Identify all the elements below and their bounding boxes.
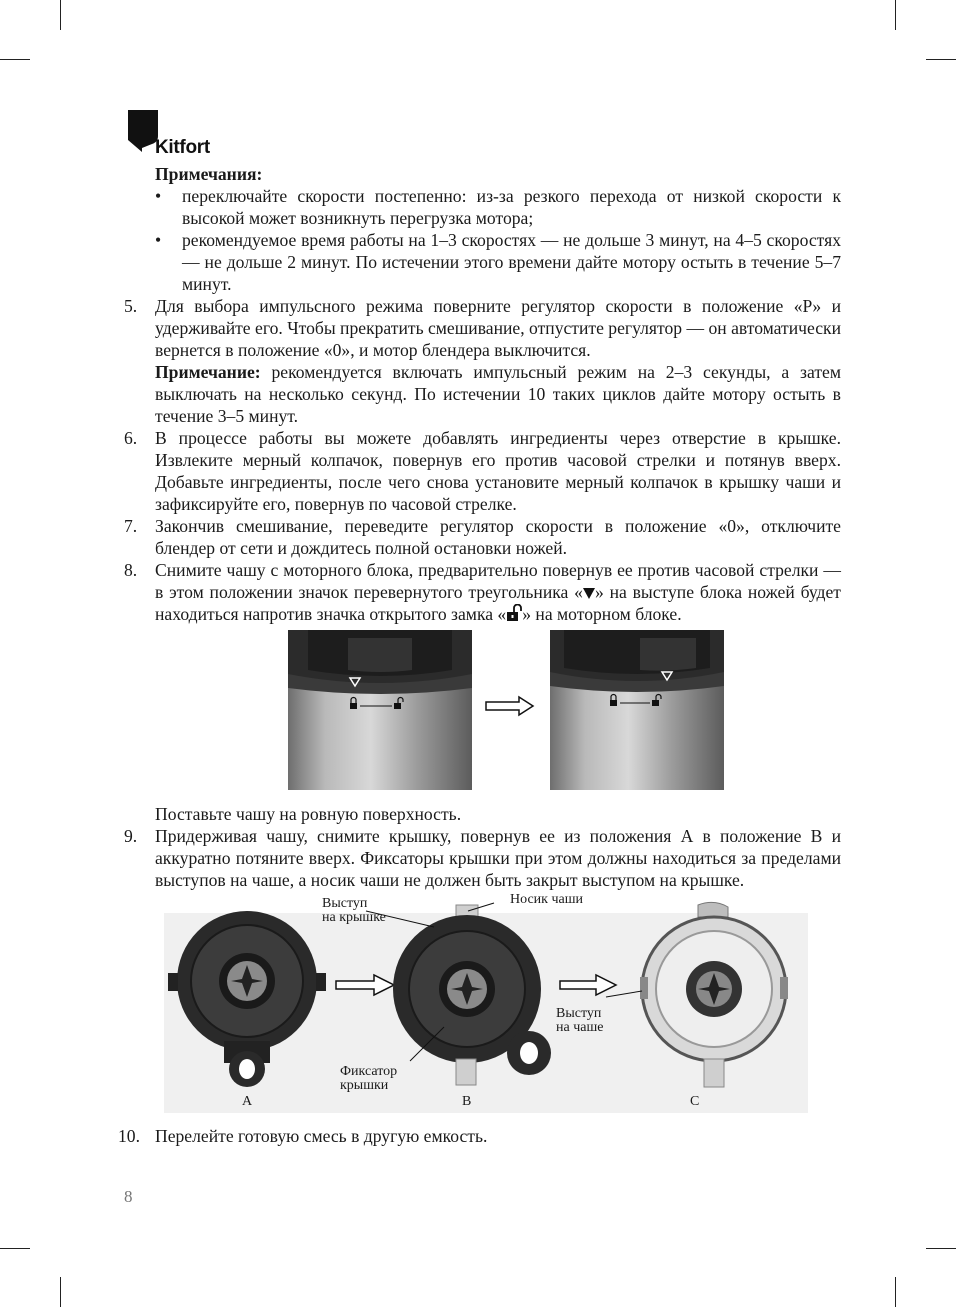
bullet-mark: •: [155, 230, 162, 250]
page-content: [118, 163, 841, 1147]
step-text: [155, 560, 841, 624]
crop-mark: [0, 59, 30, 60]
note-text: рекомендуется включать импульсный режим на 2–3 секунды, а затем выключать на несколько секунд. По истечении 10 таких циклов дайте мотору остыть в течение 3–5 минут.: [155, 362, 841, 426]
step-8: [124, 559, 841, 625]
label-position-b: B: [462, 1094, 472, 1109]
notes-item: [124, 185, 841, 229]
step-text: Придерживая чашу, снимите крышку, повернув ее из положения А в положение В и аккуратно потяните вверх. Фиксаторы крышки при этом должны находиться за пределами выступов на чаше, а носик чаши не должен быть закрыт выступом на крышке.: [155, 826, 841, 890]
jar-alignment-figure: [124, 630, 841, 793]
notes-item-text: рекомендуемое время работы на 1–3 скоростях — не дольше 3 минут, на 4–5 скоростях — не дольше 2 минут. По истечении этого времени дайте мотору остыть в течение 5–7 минут.: [182, 230, 841, 294]
crop-mark: [60, 1277, 61, 1307]
step-text: В процессе работы вы можете добавлять ингредиенты через отверстие в крышке. Извлеките мерный колпачок, повернув его против часовой стрелки и потянув вверх. Добавьте ингредиенты, после чего снова установите мерный колпачок в крышку чаши и зафиксируйте его, повернув по часовой стрелке.: [155, 428, 841, 514]
label-spout: Носик чаши: [510, 892, 583, 907]
label-line: Выступ: [556, 1006, 602, 1021]
notes-item: [124, 229, 841, 295]
step-text: Для выбора импульсного режима поверните регулятор скорости в положение «P» и удерживайте его. Чтобы прекратить смешивание, отпустите регулятор — он автоматически вернется в положение «0», и мотор блендера выключится.: [155, 296, 841, 360]
jar-base-photo-before: [288, 630, 472, 790]
label-line: Выступ: [322, 896, 368, 911]
label-position-a: A: [242, 1094, 253, 1109]
note-label: Примечание:: [155, 362, 261, 382]
step-number: 5.: [124, 296, 138, 316]
page-number: 8: [124, 1187, 133, 1206]
step-text: Закончив смешивание, переведите регулятор скорости в положение «0», отключите блендер от сети и дождитесь полной остановки ножей.: [155, 516, 841, 558]
jar-base-photo-after: [550, 630, 724, 790]
step-7: [124, 515, 841, 559]
label-line: Фиксатор: [340, 1064, 398, 1079]
step-5-note: [124, 361, 841, 427]
crop-mark: [60, 0, 61, 30]
lid-removal-figure: [124, 893, 841, 1123]
crop-mark: [895, 0, 896, 30]
label-lid-ledge: [322, 897, 386, 925]
label-line: крышки: [340, 1078, 389, 1093]
crop-mark: [926, 1248, 956, 1249]
label-latch: [340, 1065, 397, 1093]
label-line: на чаше: [556, 1020, 604, 1035]
step-number: 8.: [124, 560, 138, 580]
step-8-after-figure: Поставьте чашу на ровную поверхность.: [155, 804, 462, 824]
open-lock-icon: [506, 604, 522, 622]
label-jar-ledge: [556, 1007, 603, 1035]
step-number: 7.: [124, 516, 138, 536]
label-position-c: C: [690, 1094, 700, 1109]
crop-mark: [0, 1248, 30, 1249]
step-number: 9.: [124, 826, 138, 846]
crop-mark: [926, 59, 956, 60]
bullet-mark: •: [155, 186, 162, 206]
step-9: [124, 825, 841, 891]
step-10: [118, 1125, 841, 1147]
notes-title: Примечания:: [155, 164, 263, 184]
arrow-right-icon: [485, 695, 535, 717]
step-number: 10.: [118, 1126, 140, 1146]
notes-item-text: переключайте скорости постепенно: из-за резкого перехода от низкой скорости к высокой может возникнуть перегрузка мотора;: [182, 186, 841, 228]
crop-mark: [895, 1277, 896, 1307]
step-number: 6.: [124, 428, 138, 448]
step-6: [124, 427, 841, 515]
brand-name: Kitfort: [155, 137, 210, 158]
triangle-down-icon: [583, 587, 595, 600]
lid-removal-illustration: [164, 893, 808, 1123]
label-line: на крышке: [322, 910, 386, 925]
step-text-part: Снимите чашу с моторного блока, предварительно повернув ее против часовой стрелки — в этом положении значок перевернутого треугольника «: [155, 560, 841, 602]
step-5: [124, 295, 841, 361]
step-text-part: » на моторном блоке.: [522, 604, 682, 624]
step-text-part: » на выступе блока ножей будет находиться напротив значка открытого замка «: [155, 582, 841, 624]
step-text: Перелейте готовую смесь в другую емкость.: [155, 1126, 488, 1146]
